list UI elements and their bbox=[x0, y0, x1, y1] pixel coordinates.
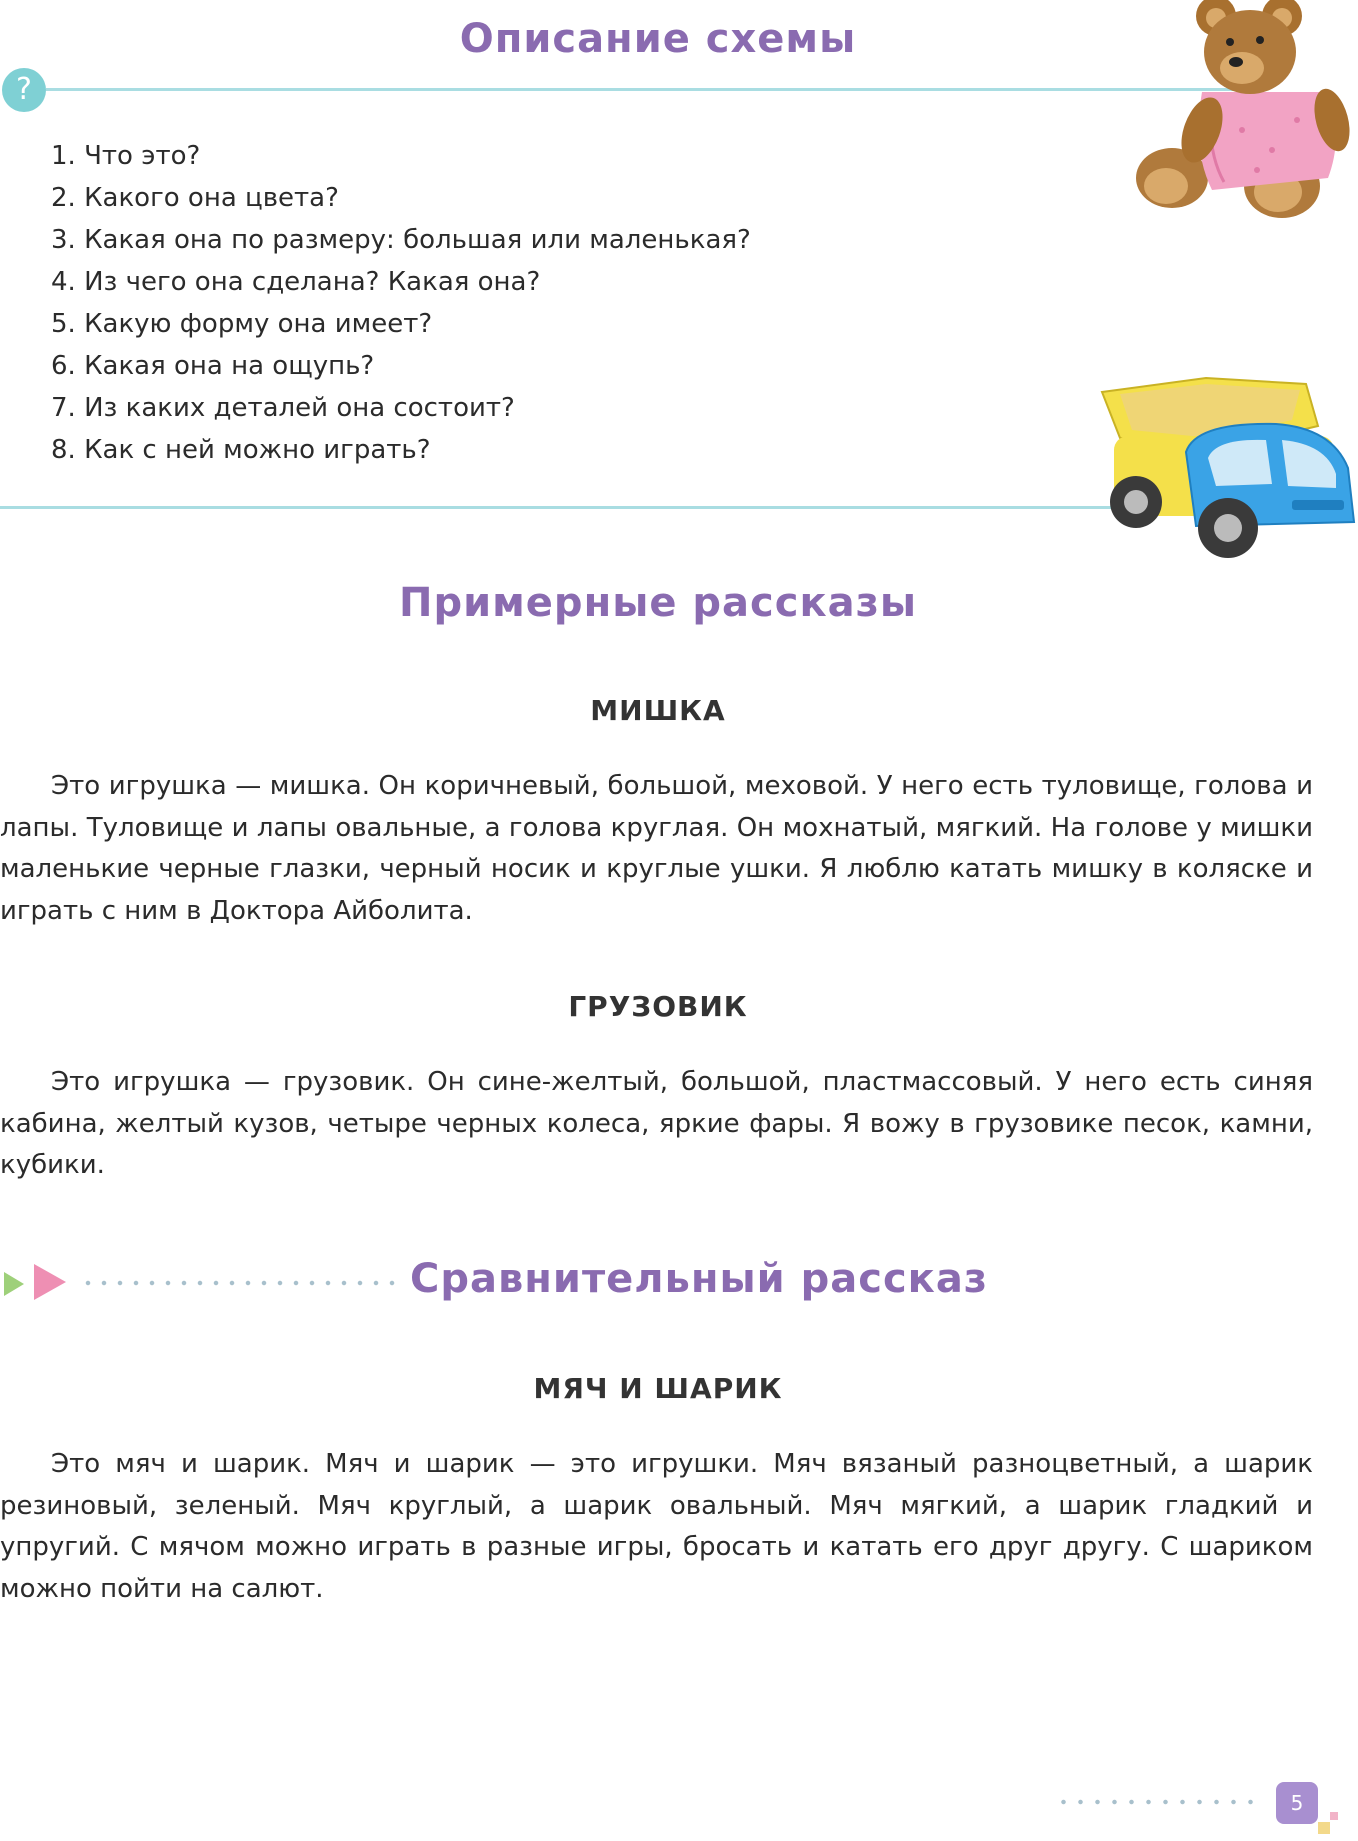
arrow-green-icon bbox=[4, 1272, 24, 1296]
divider-middle bbox=[0, 506, 1140, 509]
teddy-bear-illustration bbox=[1132, 0, 1358, 236]
question-badge-icon: ? bbox=[2, 68, 46, 112]
dotted-leader bbox=[80, 1280, 400, 1286]
story-heading-truck: ГРУЗОВИК bbox=[568, 990, 748, 1023]
question-item: 2. Какого она цвета? bbox=[51, 183, 339, 213]
arrow-pink-icon bbox=[34, 1264, 66, 1300]
question-item: 8. Как с ней можно играть? bbox=[51, 435, 431, 465]
story-text-truck: Это игрушка — грузовик. Он сине-желтый, большой, пластмассовый. У него есть синяя кабина, желтый кузов, четыре черных колеса, яркие фары. Я вожу в грузовике песок, камни, кубики. bbox=[0, 1067, 1313, 1180]
question-item: 3. Какая она по размеру: большая или маленькая? bbox=[51, 225, 751, 255]
divider-top bbox=[46, 88, 1236, 91]
decor-square bbox=[1318, 1822, 1330, 1834]
question-item: 1. Что это? bbox=[51, 141, 201, 171]
story-text-bear: Это игрушка — мишка. Он коричневый, большой, меховой. У него есть туловище, голова и лапы. Туловище и лапы овальные, а голова круглая. Он мохнатый, мягкий. На голове у мишки маленькие черные глазки, черный носик и круглые ушки. Я люблю катать мишку в коляске и играть с ним в Доктора Айболита. bbox=[0, 771, 1313, 926]
question-item: 7. Из каких деталей она состоит? bbox=[51, 393, 515, 423]
toy-truck-illustration bbox=[1096, 372, 1358, 562]
section-title-scheme: Описание схемы bbox=[459, 16, 857, 62]
story-text-ball: Это мяч и шарик. Мяч и шарик — это игрушки. Мяч вязаный разноцветный, а шарик резиновый, зеленый. Мяч круглый, а шарик овальный. Мяч мягкий, а шарик гладкий и упругий. С мячом можно играть в разные игры, бросать и катать его друг другу. С шариком можно пойти на салют. bbox=[0, 1449, 1313, 1604]
question-item: 5. Какую форму она имеет? bbox=[51, 309, 433, 339]
story-heading-bear: МИШКА bbox=[590, 694, 726, 727]
page-number: 5 bbox=[1276, 1782, 1318, 1824]
section-title-comparative: Сравнительный рассказ bbox=[410, 1256, 989, 1302]
decor-square bbox=[1330, 1812, 1338, 1820]
section-title-stories: Примерные рассказы bbox=[398, 580, 918, 626]
question-item: 6. Какая она на ощупь? bbox=[51, 351, 375, 381]
footer-dots bbox=[1055, 1799, 1259, 1805]
question-item: 4. Из чего она сделана? Какая она? bbox=[51, 267, 541, 297]
story-heading-ball: МЯЧ И ШАРИК bbox=[533, 1372, 783, 1405]
question-list bbox=[51, 135, 751, 471]
